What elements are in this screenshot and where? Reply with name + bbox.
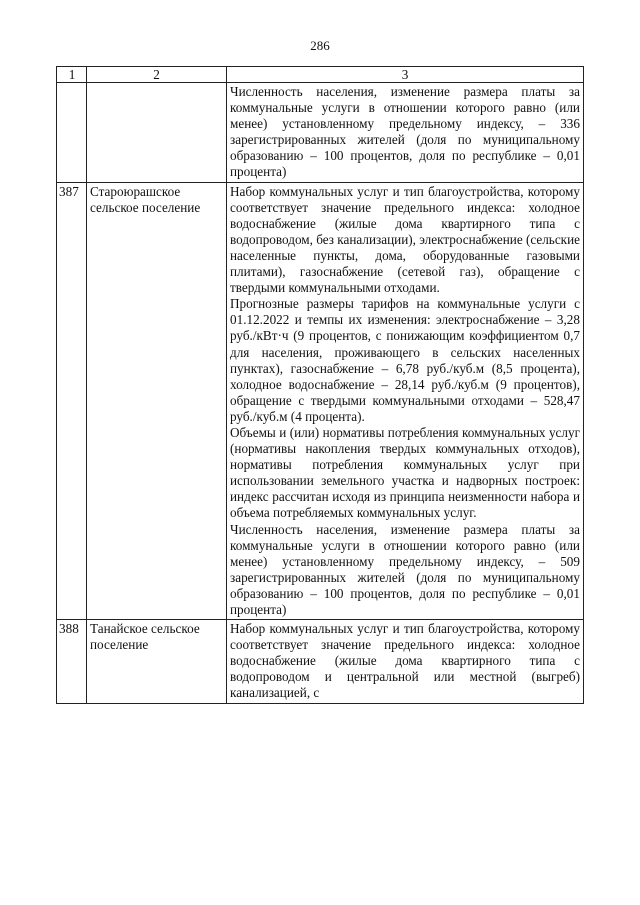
row-description xyxy=(227,83,584,183)
paragraph: Прогнозные размеры тарифов на коммунальные услуги с 01.12.2022 и темпы их изменения: электроснабжение – 3,28 руб./кВт·ч (9 процентов, с понижающим коэффициентом 0,7 для населения, проживающего в сельских населенных пунктах), газоснабжение – 6,78 руб./куб.м (8,5 процента), холодное водоснабжение – 28,14 руб./куб.м (9 процентов), обращение с твердыми коммунальными отходами – 528,47 руб./куб.м (4 процента). xyxy=(230,296,580,424)
header-col-2: 2 xyxy=(87,67,227,83)
row-number: 388 xyxy=(57,620,87,703)
document-table xyxy=(56,66,584,704)
row-description xyxy=(227,182,584,620)
header-col-1: 1 xyxy=(57,67,87,83)
paragraph: Набор коммунальных услуг и тип благоустройства, которому соответствует значение предельного индекса: холодное водоснабжение (жилые дома квартирного типа с водопроводом, без канализации), электроснабжение (сельские населенные пункты, дома, оборудованные газовыми плитами), газоснабжение (сетевой газ), обращение с твердыми коммунальными отходами. xyxy=(230,183,580,296)
settlement-name xyxy=(87,83,227,183)
table-row xyxy=(57,620,584,703)
table-row xyxy=(57,182,584,620)
row-number: 387 xyxy=(57,182,87,620)
paragraph: Численность населения, изменение размера платы за коммунальные услуги в отношении которого равно (или менее) установленному предельному индексу, – 336 зарегистрированных жителей (доля по муниципальному образованию – 100 процентов, доля по республике – 0,01 процента) xyxy=(230,84,580,180)
settlement-name: Староюрашское сельское поселение xyxy=(87,182,227,620)
table-header-row xyxy=(57,67,584,83)
header-col-3: 3 xyxy=(227,67,584,83)
page-number: 286 xyxy=(310,38,330,53)
paragraph: Численность населения, изменение размера платы за коммунальные услуги в отношении которого равно (или менее) установленному предельному индексу, – 509 зарегистрированных жителей (доля по муниципальному образованию – 100 процентов, доля по республике – 0,01 процента) xyxy=(230,521,580,617)
table-row xyxy=(57,83,584,183)
settlement-name: Танайское сельское поселение xyxy=(87,620,227,703)
paragraph: Набор коммунальных услуг и тип благоустройства, которому соответствует значение предельного индекса: холодное водоснабжение (жилые дома квартирного типа с водопроводом и центральной или местной (выгреб) канализацией, с xyxy=(230,621,580,701)
paragraph: Объемы и (или) нормативы потребления коммунальных услуг (нормативы накопления твердых коммунальных отходов), нормативы потребления коммунальных услуг при использовании земельного участка и надворных построек: индекс рассчитан исходя из принципа неизменности набора и объема потребляемых коммунальных услуг. xyxy=(230,424,580,521)
row-description xyxy=(227,620,584,703)
row-number xyxy=(57,83,87,183)
